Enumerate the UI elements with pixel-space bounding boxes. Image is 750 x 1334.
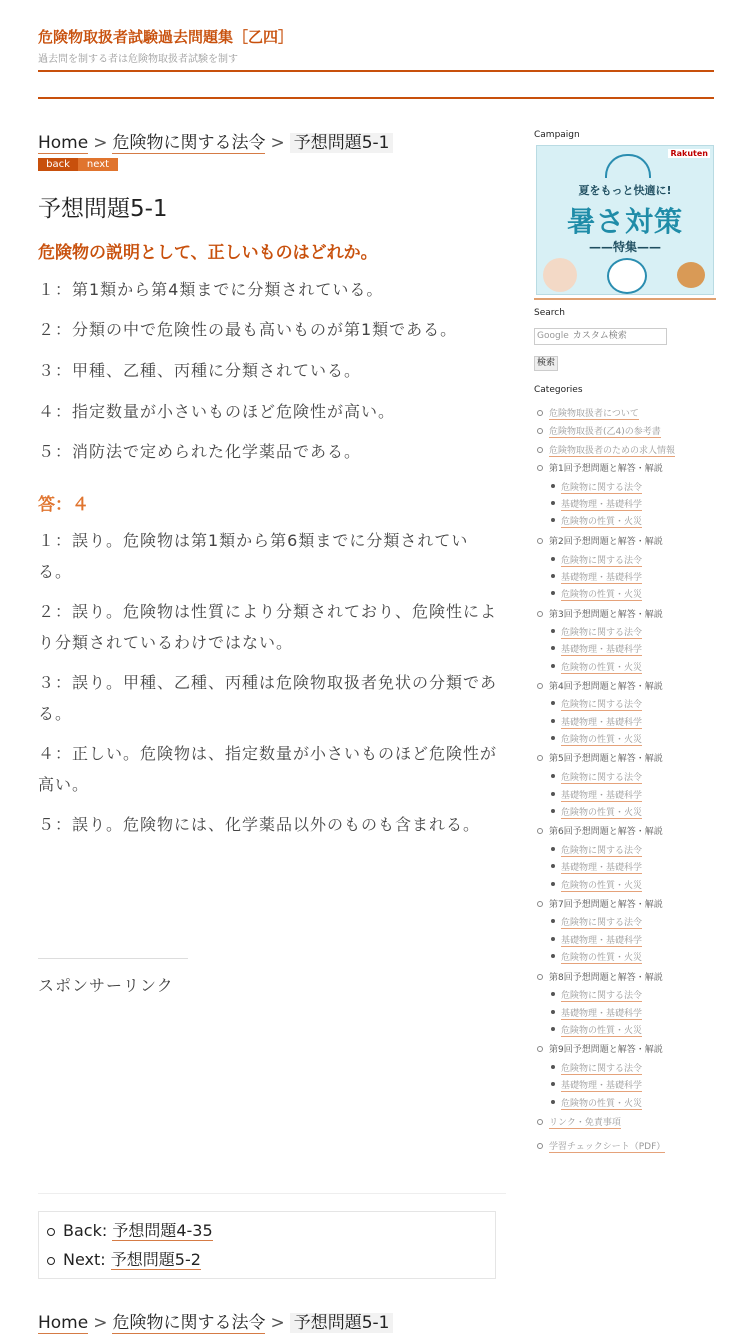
subcategory-fire[interactable]: 危険物の性質・火災 (561, 805, 642, 819)
subcategory-law[interactable]: 危険物に関する法令 (561, 1061, 642, 1075)
subcategory-science[interactable]: 基礎物理・基礎科学 (561, 715, 642, 729)
content-divider (38, 1193, 506, 1194)
category-round-4[interactable]: 第4回予想問題と解答・解説 (549, 679, 663, 692)
nav-divider (38, 97, 714, 99)
subcategory-fire[interactable]: 危険物の性質・火災 (561, 1096, 642, 1110)
banner-line2: 暑さ対策 (566, 205, 683, 238)
category-round-6[interactable]: 第6回予想問題と解答・解説 (549, 824, 663, 837)
category-round-2[interactable]: 第2回予想問題と解答・解説 (549, 534, 663, 547)
sponsor-label: スポンサーリンク (38, 976, 174, 995)
category-round-3[interactable]: 第3回予想問題と解答・解説 (549, 607, 663, 620)
category-books[interactable]: 危険物取扱者(乙4)の参考書 (549, 424, 661, 438)
subcategory-fire[interactable]: 危険物の性質・火災 (561, 587, 642, 601)
category-checksheet[interactable]: 学習チェックシート（PDF） (549, 1139, 665, 1153)
sponsor-divider (38, 958, 188, 959)
categories-heading: Categories (534, 385, 583, 395)
post-nav-buttons (38, 158, 118, 171)
category-round-1[interactable]: 第1回予想問題と解答・解説 (549, 461, 663, 474)
subcategory-fire[interactable]: 危険物の性質・火災 (561, 950, 642, 964)
subcategory-law[interactable]: 危険物に関する法令 (561, 697, 642, 711)
breadcrumb-current: 予想問題5-1 (290, 133, 394, 153)
category-links[interactable]: リンク・免責事項 (549, 1115, 621, 1129)
subcategory-science[interactable]: 基礎物理・基礎科学 (561, 642, 642, 656)
subcategory-fire[interactable]: 危険物の性質・火災 (561, 878, 642, 892)
breadcrumb-home-link[interactable]: Home (38, 1313, 89, 1333)
subcategory-law[interactable]: 危険物に関する法令 (561, 988, 642, 1002)
subcategory-science[interactable]: 基礎物理・基礎科学 (561, 1078, 642, 1092)
explanation-4: ４：正しい。危険物は、指定数量が小さいものほど危険性が高い。 (38, 744, 498, 794)
prev-post-link[interactable]: 予想問題4-35 (112, 1221, 213, 1240)
prev-post-row (63, 1218, 495, 1247)
subcategory-science[interactable]: 基礎物理・基礎科学 (561, 1006, 642, 1020)
category-round-9[interactable]: 第9回予想問題と解答・解説 (549, 1042, 663, 1055)
search-input[interactable] (534, 328, 667, 345)
subcategory-law[interactable]: 危険物に関する法令 (561, 625, 642, 639)
google-logo: Google (537, 331, 569, 341)
site-title[interactable]: 危険物取扱者試験過去問題集［乙四］ (38, 28, 294, 46)
search-placeholder: カスタム検索 (572, 331, 627, 341)
breadcrumb-current: 予想問題5-1 (290, 1313, 394, 1333)
subcategory-law[interactable]: 危険物に関する法令 (561, 843, 642, 857)
dog-image (677, 262, 705, 288)
subcategory-law[interactable]: 危険物に関する法令 (561, 480, 642, 494)
category-about[interactable]: 危険物取扱者について (549, 406, 639, 420)
subcategory-fire[interactable]: 危険物の性質・火災 (561, 660, 642, 674)
explanation-2: ２：誤り。危険物は性質により分類されており、危険性により分類されているわけではない。 (38, 602, 498, 652)
banner-line1: 夏をもっと快適に! (578, 184, 672, 197)
subcategory-fire[interactable]: 危険物の性質・火災 (561, 1023, 642, 1037)
search-button[interactable]: 検索 (534, 356, 558, 371)
person-image (543, 258, 577, 292)
header-divider (38, 70, 714, 72)
explanation-5: ５：誤り。危険物には、化学薬品以外のものも含まれる。 (38, 815, 481, 834)
breadcrumb-separator: > (270, 1313, 285, 1333)
campaign-divider (534, 298, 716, 300)
breadcrumb-separator: > (93, 1313, 108, 1333)
next-button[interactable]: next (78, 158, 118, 171)
subcategory-science[interactable]: 基礎物理・基礎科学 (561, 497, 642, 511)
campaign-heading: Campaign (534, 130, 580, 140)
option-2: ２：分類の中で危険性の最も高いものが第1類である。 (38, 320, 458, 339)
category-round-8[interactable]: 第8回予想問題と解答・解説 (549, 970, 663, 983)
option-3: ３：甲種、乙種、丙種に分類されている。 (38, 361, 362, 380)
breadcrumb-category-link[interactable]: 危険物に関する法令 (112, 1313, 266, 1333)
explanation-1: １：誤り。危険物は第1類から第6類までに分類されている。 (38, 531, 469, 581)
category-round-5[interactable]: 第5回予想問題と解答・解説 (549, 751, 663, 764)
subcategory-law[interactable]: 危険物に関する法令 (561, 553, 642, 567)
page-title: 予想問題5-1 (38, 196, 168, 222)
subcategory-science[interactable]: 基礎物理・基礎科学 (561, 933, 642, 947)
breadcrumb-home-link[interactable]: Home (38, 133, 89, 153)
breadcrumb-separator: > (270, 133, 285, 153)
subcategory-fire[interactable]: 危険物の性質・火災 (561, 514, 642, 528)
banner-line3: ——特集—— (588, 240, 661, 254)
breadcrumb (38, 128, 393, 153)
back-button[interactable]: back (38, 158, 78, 171)
subcategory-science[interactable]: 基礎物理・基礎科学 (561, 788, 642, 802)
search-heading: Search (534, 308, 565, 318)
next-post-row (63, 1247, 495, 1276)
option-5: ５：消防法で定められた化学薬品である。 (38, 442, 362, 461)
breadcrumb-category-link[interactable]: 危険物に関する法令 (112, 133, 266, 153)
breadcrumb-bottom (38, 1308, 393, 1333)
site-description: 過去問を制する者は危険物取扱者試験を制す (38, 54, 238, 65)
subcategory-fire[interactable]: 危険物の性質・火災 (561, 732, 642, 746)
next-post-link[interactable]: 予想問題5-2 (110, 1250, 201, 1269)
bear-icon (607, 258, 647, 294)
category-round-7[interactable]: 第7回予想問題と解答・解説 (549, 897, 663, 910)
question-text: 危険物の説明として、正しいものはどれか。 (38, 243, 378, 263)
subcategory-law[interactable]: 危険物に関する法令 (561, 770, 642, 784)
subcategory-law[interactable]: 危険物に関する法令 (561, 915, 642, 929)
campaign-banner[interactable] (536, 145, 714, 295)
rakuten-logo: Rakuten (670, 149, 708, 158)
subcategory-science[interactable]: 基礎物理・基礎科学 (561, 860, 642, 874)
option-1: １：第1類から第4類までに分類されている。 (38, 280, 384, 299)
explanation-3: ３：誤り。甲種、乙種、丙種は危険物取扱者免状の分類である。 (38, 673, 498, 723)
sun-icon (605, 154, 651, 178)
subcategory-science[interactable]: 基礎物理・基礎科学 (561, 570, 642, 584)
breadcrumb-separator: > (93, 133, 108, 153)
option-4: ４：指定数量が小さいものほど危険性が高い。 (38, 402, 396, 421)
category-jobs[interactable]: 危険物取扱者のための求人情報 (549, 443, 675, 457)
prev-next-box (38, 1211, 496, 1279)
answer-text: 答：４ (38, 495, 89, 515)
next-post-label: Next: (63, 1250, 106, 1269)
prev-post-label: Back: (63, 1221, 108, 1240)
